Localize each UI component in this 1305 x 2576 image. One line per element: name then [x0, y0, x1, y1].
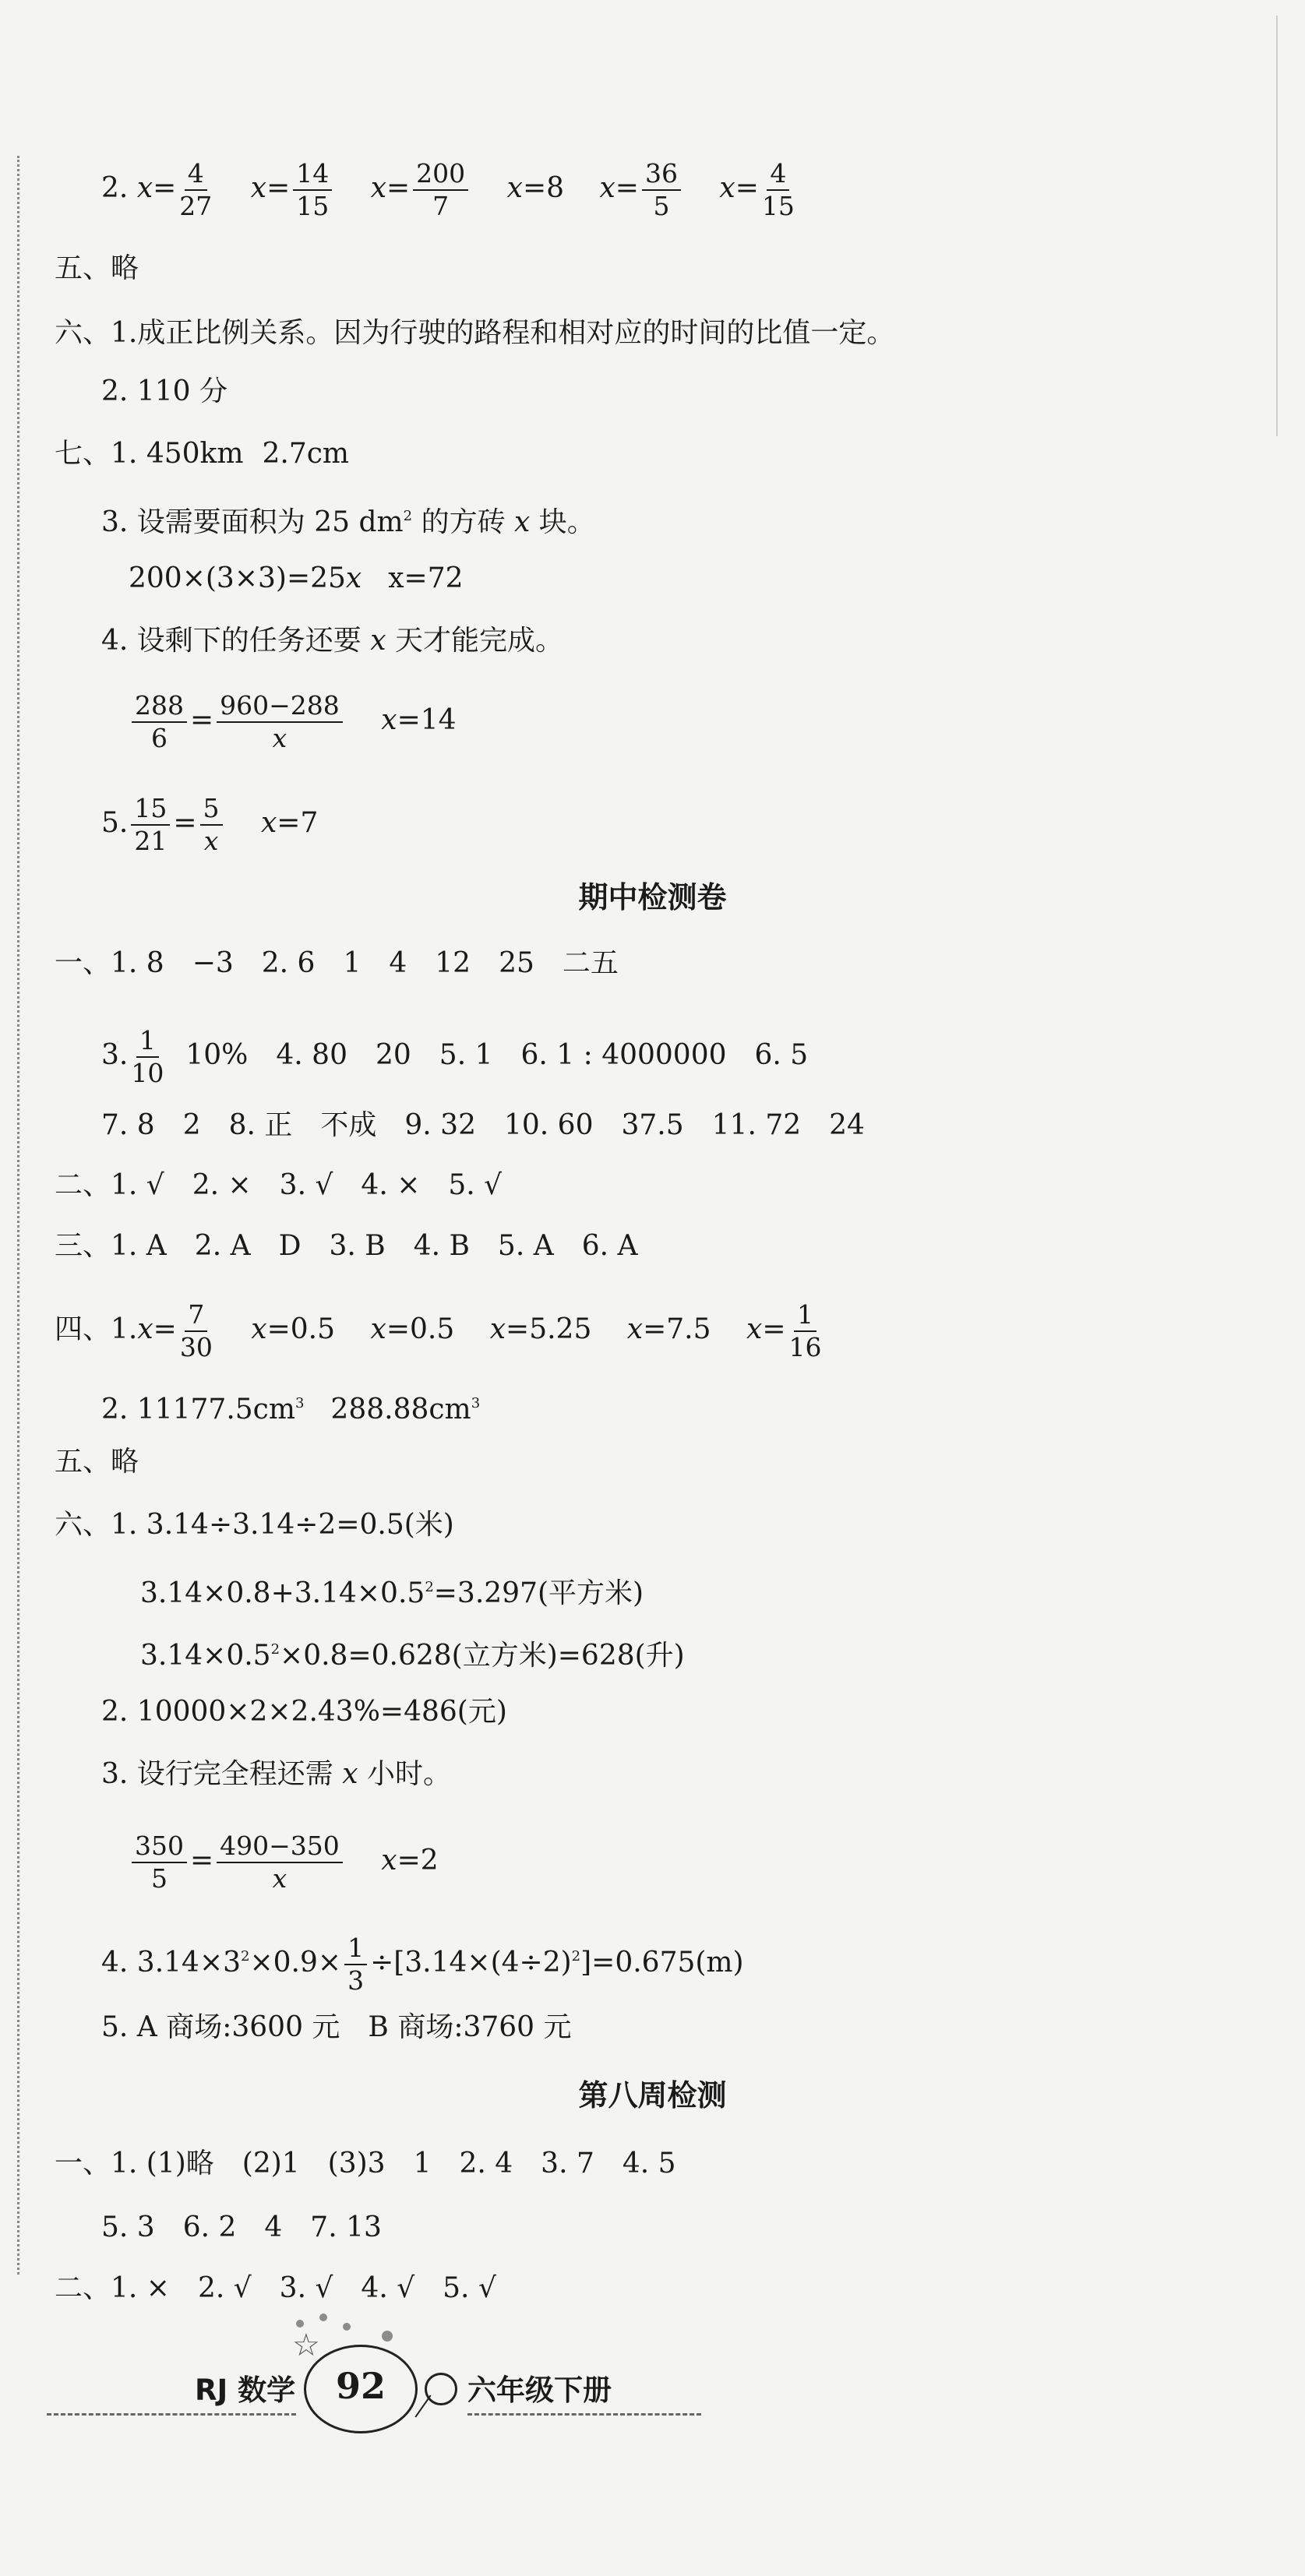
footer-dashed-line [467, 2413, 701, 2416]
answer-line: $3.14\times 0.8+3.14\times 0.5^2=3.297$(平方米) [140, 1577, 644, 1609]
answer-line: 3. 设需要面积为 25 $dm^2$ 的方砖 x 块。 [101, 506, 595, 538]
answer-line: 4. 设剩下的任务还要 x 天才能完成。 [101, 625, 564, 657]
answer-line: 四、1.x= $\frac{7}{30}$ x=0.5 x=0.5 x=5.25 x=7.5 x= $\frac{1}{16}$ [55, 1299, 822, 1362]
answer-line: 3. 设行完全程还需 x 小时。 [101, 1758, 452, 1790]
dotted-margin-line [17, 156, 19, 2275]
answer-line: 4. $3.14\times 3^2\times 0.9\times$ $\frac{1}{3}$ $\div[3.14\times(4\div 2)^2]=0.675(m)$ [101, 1933, 744, 1996]
magnifier-icon [425, 2373, 457, 2405]
answer-line: 200×(3×3)=25x x=72 [129, 562, 464, 594]
footer-grade: 六年级下册 [467, 2373, 612, 2407]
answer-line: 5. 3 6. 2 4 7. 13 [101, 2211, 382, 2243]
page-edge-line [1276, 16, 1278, 436]
section-title: 第八周检测 [578, 2078, 727, 2113]
answer-line: 六、1. 3.14÷3.14÷2=0.5(米) [55, 1509, 454, 1541]
answer-line: 一、1. 8 −3 2. 6 1 4 12 25 二五 [55, 947, 619, 979]
answer-line: 六、1.成正比例关系。因为行驶的路程和相对应的时间的比值一定。 [55, 317, 895, 349]
answer-line: 七、1. 450km 2.7cm [55, 438, 350, 470]
answer-line: 2. 10000×2×2.43%=486(元) [101, 1696, 507, 1728]
answer-line: 3. $\frac{1}{10}$ 10% 4. 80 20 5. 1 6. 1 : 4000000 6. 5 [101, 1025, 809, 1088]
answer-line: 二、1. √ 2. × 3. √ 4. × 5. √ [55, 1169, 503, 1201]
page-footer [47, 2312, 701, 2429]
star-icon: ☆ [292, 2328, 320, 2363]
answer-line: 2. 110 分 [101, 375, 227, 407]
answer-line: $\frac{288}{6}$ = $\frac{960-288}{x}$ x=14 [129, 692, 457, 752]
answer-line: 五、略 [55, 252, 139, 284]
answer-line: 一、1. (1)略 (2)1 (3)3 1 2. 4 3. 7 4. 5 [55, 2148, 676, 2180]
answer-line: 三、1. A 2. A D 3. B 4. B 5. A 6. A [55, 1230, 638, 1262]
answer-line: $3.14\times 0.5^2\times 0.8=0.628$(立方米)=628(升) [140, 1640, 685, 1672]
answer-line: 2. $11177.5cm^3$ $288.88cm^3$ [101, 1394, 481, 1425]
answer-line: 五、略 [55, 1446, 139, 1478]
answer-line: 5. $\frac{15}{21}$ = $\frac{5}{x}$ x=7 [101, 793, 319, 856]
answer-line: 7. 8 2 8. 正 不成 9. 32 10. 60 37.5 11. 72 24 [101, 1109, 865, 1141]
answer-line: 二、1. × 2. √ 3. √ 4. √ 5. √ [55, 2272, 496, 2304]
answer-line: $\frac{350}{5}$ = $\frac{490-350}{x}$ x=2 [129, 1832, 439, 1893]
footer-subject: RJ 数学 [195, 2373, 296, 2407]
footer-dashed-line [47, 2413, 296, 2416]
page-number: 92 [335, 2365, 386, 2407]
section-title: 期中检测卷 [578, 880, 727, 914]
answer-line: 5. A 商场:3600 元 B 商场:3760 元 [101, 2011, 572, 2043]
answer-line: 2. x= $\frac{4}{27}$ x= $\frac{14}{15}$ x= $\frac{200}{7}$ x=8 x= $\frac{36}{5}$ x= $\frac{4}{15}$ [101, 158, 795, 221]
